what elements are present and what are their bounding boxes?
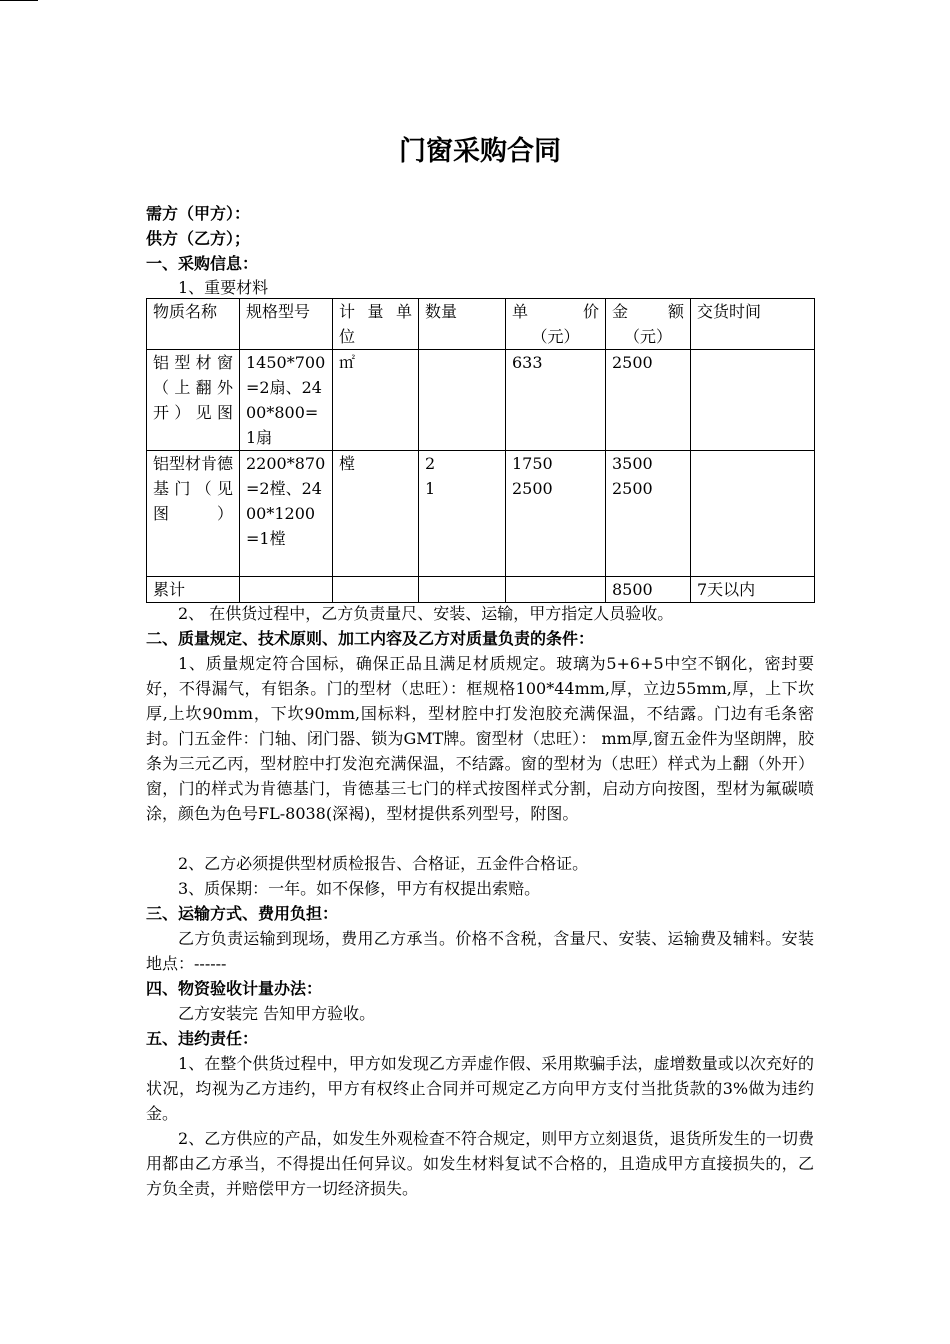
row-1-spec: 1450*700=2扇、2400*800=1扇 [240, 350, 333, 451]
section-2-heading: 二、质量规定、技术原则、加工内容及乙方对质量负责的条件： [146, 629, 595, 648]
total-delivery-time: 7天以内 [691, 577, 815, 603]
section-2-paragraph-3: 3、质保期：一年。如不保修，甲方有权提出索赔。 [178, 879, 541, 898]
party-a-label: 需方（甲方）： [146, 204, 251, 223]
row-1-time [691, 350, 815, 451]
section-2-paragraph-1: 1、质量规定符合国标，确保正品且满足材质规定。玻璃为5+6+5中空不钢化，密封要好，不得漏气，有铝条。门的型材（忠旺）：框规格100*44mm,厚，立边55mm,厚，上下坎厚,上坎90mm，下坎90mm,国标料，型材腔中打发泡胶充满保温，不结露。门边有毛条密封。门五金件：门轴、闭门器、锁为GMT牌。窗型材（忠旺）： mm厚,窗五金件为坚朗牌，胶条为三元乙丙，型材腔中打发泡充满保温，不结露。窗的型材为（忠旺）样式为上翻（外开）窗，门的样式为肯德基门，肯德基三七门的样式按图样式分割，启动方向按图，型材为氟碳喷涂，颜色为色号FL-8038(深褐)，型材提供系列型号，附图。 [146, 654, 814, 823]
header-amount-label: 金 额 [612, 302, 684, 321]
header-unit: 计 量 单 位 [333, 299, 419, 350]
header-price [506, 299, 606, 350]
section-2-paragraph-2: 2、乙方必须提供型材质检报告、合格证，五金件合格证。 [178, 854, 589, 873]
row-2-name: 铝型材肯德基门（见图） [147, 451, 240, 577]
section-1-heading: 一、采购信息： [146, 254, 259, 273]
row-1-name: 铝型材窗（上翻外开）见图 [147, 350, 240, 451]
row-2-unit: 樘 [333, 451, 419, 577]
row-1-amount: 2500 [606, 350, 691, 451]
section-3-paragraph: 乙方负责运输到现场，费用乙方承当。价格不含税，含量尺、安装、运输费及辅料。安装地点：------ [146, 929, 814, 973]
header-spec: 规格型号 [240, 299, 333, 350]
table-total-row [147, 577, 815, 603]
total-amount: 8500 [606, 577, 691, 603]
party-b-label: 供方（乙方）； [146, 229, 251, 248]
table-row [147, 451, 815, 577]
header-amount-unit: （元） [623, 327, 672, 346]
row-2-time [691, 451, 815, 577]
header-qty: 数量 [419, 299, 506, 350]
row-2-amount: 3500 2500 [606, 451, 691, 577]
row-1-unit: ㎡ [333, 350, 419, 451]
header-amount [606, 299, 691, 350]
total-label: 累计 [147, 577, 240, 603]
section-3-heading: 三、运输方式、费用负担： [146, 904, 339, 923]
section-1-item-2: 2、 在供货过程中，乙方负责量尺、安装、运输，甲方指定人员验收。 [178, 604, 674, 623]
row-1-qty [419, 350, 506, 451]
page-title: 门窗采购合同 [399, 136, 561, 167]
table-header-row [147, 299, 815, 350]
row-2-spec: 2200*870=2樘、2400*1200=1樘 [240, 451, 333, 577]
table-row [147, 350, 815, 451]
header-name: 物质名称 [147, 299, 240, 350]
materials-table [146, 298, 815, 603]
corner-mark [0, 0, 38, 1]
header-price-unit: （元） [531, 327, 580, 346]
row-2-qty: 2 1 [419, 451, 506, 577]
header-price-label: 单 价 [512, 302, 599, 321]
section-4-heading: 四、物资验收计量办法： [146, 979, 323, 998]
header-time: 交货时间 [691, 299, 815, 350]
section-1-sub-heading: 1、重要材料 [178, 278, 269, 297]
section-4-paragraph: 乙方安装完 告知甲方验收。 [178, 1004, 376, 1023]
row-2-price: 1750 2500 [506, 451, 606, 577]
section-5-paragraph-1: 1、在整个供货过程中，甲方如发现乙方弄虚作假、采用欺骗手法，虚增数量或以次充好的状况，均视为乙方违约，甲方有权终止合同并可规定乙方向甲方支付当批货款的3%做为违约金。 [146, 1054, 814, 1123]
section-5-heading: 五、违约责任： [146, 1029, 259, 1048]
section-5-paragraph-2: 2、乙方供应的产品，如发生外观检查不符合规定，则甲方立刻退货，退货所发生的一切费用都由乙方承当，不得提出任何异议。如发生材料复试不合格的，且造成甲方直接损失的，乙方负全责，并赔偿甲方一切经济损失。 [146, 1129, 814, 1198]
row-1-price: 633 [506, 350, 606, 451]
